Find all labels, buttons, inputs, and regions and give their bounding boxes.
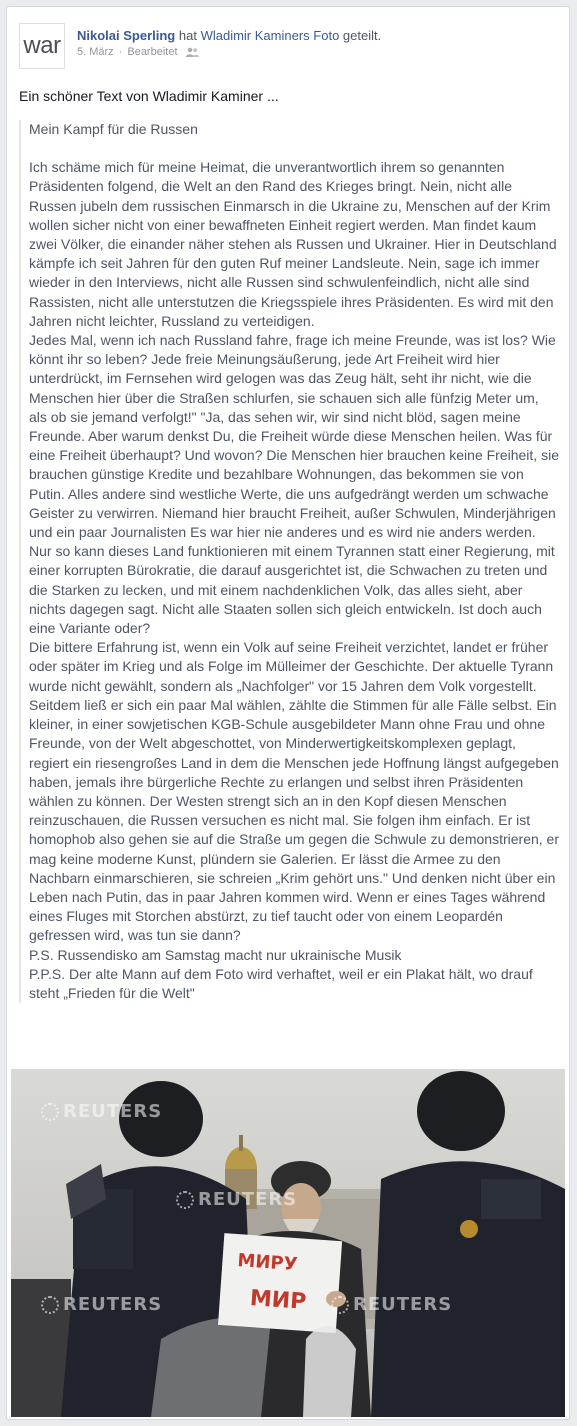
watermark-text-2: REUTERS xyxy=(198,1189,298,1210)
post-timestamp-row xyxy=(77,46,557,58)
post-meta xyxy=(77,27,557,58)
author-link[interactable]: Nikolai Sperling xyxy=(77,28,176,43)
watermark-3 xyxy=(41,1294,162,1315)
separator-dot: · xyxy=(118,46,123,58)
watermark-1 xyxy=(41,1101,162,1122)
watermark-text-3: REUTERS xyxy=(63,1294,163,1315)
quote-body: Ich schäme mich für meine Heimat, die unverantwortlich ihrem so genannten Präsidenten folgend, die Welt an den Rand des Krieges bringt. Nein, nicht alle Russen jubeln dem russischen Einmarsch in die Ukraine zu, Menschen auf der Krim wollen sicher nicht von einer bewaffneten Einheit regiert werden. Man findet kaum zwei Völker, die einander näher stehen als Russen und Ukrainer. Hier in Deutschland kämpfe ich seit Jahren für den guten Ruf meiner Landsleute. Nein, sage ich immer wieder in den Interviews, nicht alle Russen sind schwulenfeindlich, nicht alle sind Rassisten, nicht alle unterstutzen die Kriegsspiele ihres Präsidenten. Es wird mit den Jahren nicht leichter, Russland zu verteidigen. Jedes Mal, wenn ich nach Russland fahre, frage ich meine Freunde, was ist los? Wie könnt ihr so leben? Jede freie Meinungsäußerung, jede Art Freiheit wird hier unterdrückt, im Fernsehen wird gelogen was das Zeug hält, seht ihr nicht, wie die Menschen hier über die Straßen schlurfen, sie schauen sich alle fünfzig Meter um, als ob sie jemand verfolgt!" "Ja, das sehen wir, wir sind nicht blöd, sagen meine Freunde. Aber warum denkst Du, die Freiheit würde diese Menschen heilen. Was für eine Freiheit überhaupt? Und wovon? Die Menschen hier brauchen keine Freiheit, sie brauchen günstige Kredite und bezahlbare Wohnungen, das bekommen sie von Putin. Alles andere sind westliche Werte, die uns aufgedrängt werden um schwache Geister zu verwirren. Niemand hier braucht Freiheit, außer Schwulen, Minderjährigen und ein paar Journalisten Es war hier nie anderes und es wird nie anders werden. Nur so kann dieses Land funktionieren mit einem Tyrannen statt einer Regierung, mit einer korrupten Bürokratie, die darauf ausgerichtet ist, die Schwachen zu treten und die Starken zu lecken, und mit einem nachdenklichen Volk, das alles sieht, aber nichts dagegen sagt. Nicht alle Staaten sollen sich gleich entwickeln. Ist doch auch eine Variante oder? Die bittere Erfahrung ist, wenn ein Volk auf seine Freiheit verzichtet, landet er früher oder später im Krieg und als Folge im Mülleimer der Geschichte. Der aktuelle Tyrann wurde nicht gewählt, sondern als „Nachfolger" vor 15 Jahren dem Volk vorgestellt. Seitdem ließ er sich ein paar Mal wählen, zählte die Stimmen für alle Fälle selbst. Ein kleiner, in einer sowjetischen KGB-Schule ausgebildeter Mann ohne Frau und ohne Freunde, von der Welt abgeschottet, von Minderwertigkeitskomplexen geplagt, regiert ein riesengroßes Land in dem die Menschen jede Hoffnung längst aufgegeben haben, jemals ihre bürgerliche Rechte zu erlangen und selbst ihren Präsidenten wählen zu können. Der Westen strengt sich an in den Kopf diesen Menschen reinzuschauen, die Russen versuchen es nicht mal. Sie folgen ihm einfach. Er ist homophob also gehen sie auf die Straße um gegen die Schwule zu demonstrieren, er mag keine moderne Kunst, plündern sie Galerien. Er lässt die Armee zu den Nachbarn einmarschieren, sie schreien „Krim gehört uns." Und denken nicht über ein Leben nach Putin, das in paar Jahren kommen wird. Wenn er eines Tages während eines Fluges mit Storchen abstürzt, zu tief taucht oder von einem Leopardén gefressen wird, was tun sie dann? P.S. Russendisko am Samstag macht nur ukrainische Musik P.P.S. Der alte Mann auf dem Foto wird verhaftet, weil er ein Plakat hält, wo drauf steht „Frieden für die Welt" xyxy=(29,159,559,1001)
post-header xyxy=(19,23,557,69)
watermark-4 xyxy=(331,1294,452,1315)
source-author-suffix: s xyxy=(303,28,310,43)
watermark-2 xyxy=(176,1189,297,1210)
action-post-text: geteilt. xyxy=(342,28,382,43)
sign-text-line2: МИР xyxy=(249,1286,308,1315)
post-date-link[interactable]: 5. März xyxy=(77,46,114,58)
watermark-text-4: REUTERS xyxy=(353,1294,453,1315)
watermark-text-1: REUTERS xyxy=(63,1101,163,1122)
post-photo[interactable] xyxy=(11,1069,565,1417)
post-message: Ein schöner Text von Wladimir Kaminer ... xyxy=(19,88,279,104)
post-attribution xyxy=(77,27,557,44)
action-pre-text: hat xyxy=(178,28,197,43)
sign-text-line1: МИРУ xyxy=(236,1250,299,1276)
edited-label[interactable]: Bearbeitet xyxy=(127,46,178,58)
post-card xyxy=(6,6,570,1420)
source-author-name: Wladimir Kaminer xyxy=(200,28,304,43)
shared-text-quote xyxy=(19,120,559,1003)
photo-link[interactable]: Foto xyxy=(313,28,340,43)
avatar[interactable]: war xyxy=(19,23,65,69)
source-author-link[interactable] xyxy=(201,28,310,43)
quote-title: Mein Kampf für die Russen xyxy=(29,121,198,137)
friends-icon[interactable] xyxy=(186,47,198,57)
